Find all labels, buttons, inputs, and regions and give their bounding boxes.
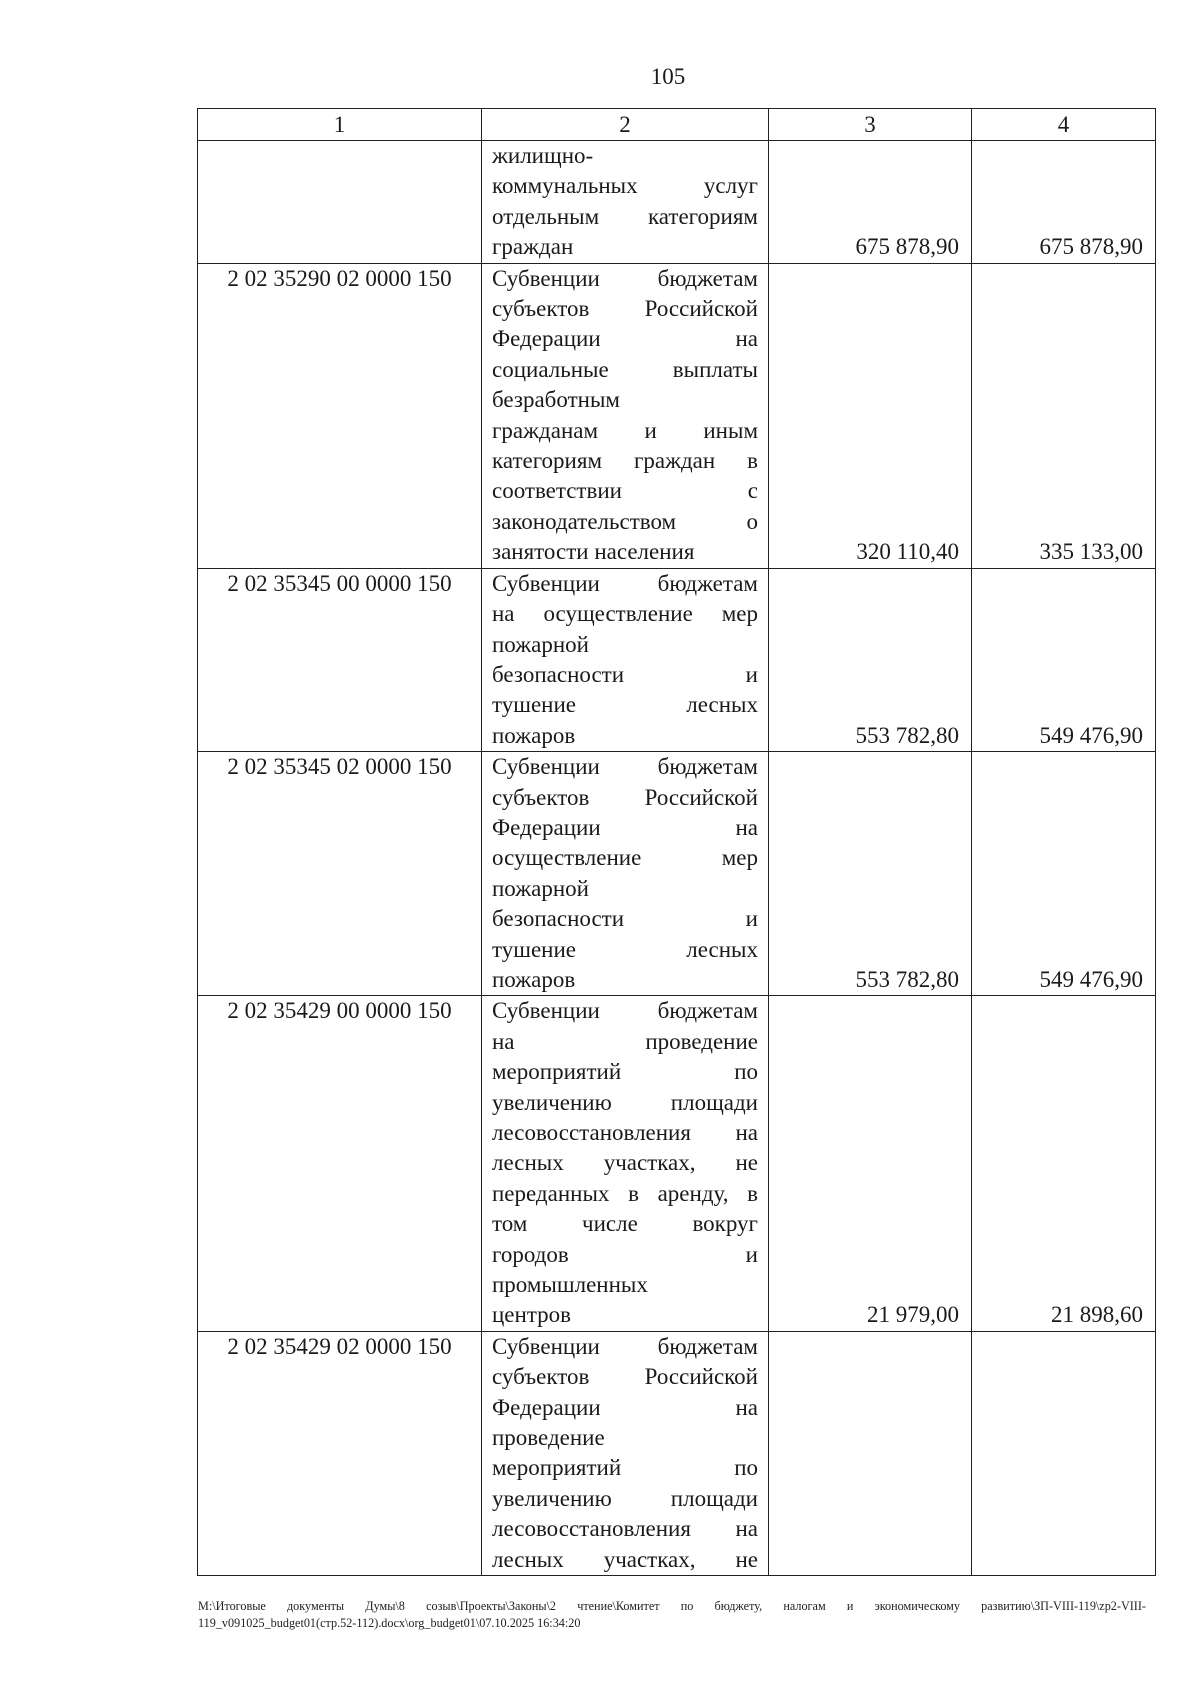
income-name-cell bbox=[482, 1331, 769, 1575]
amount-col-4-cell: 21 898,60 bbox=[972, 996, 1156, 1331]
income-name-cell bbox=[482, 141, 769, 264]
income-name-line: пожаров bbox=[492, 966, 576, 992]
amount-col-4-cell: 549 476,90 bbox=[972, 752, 1156, 996]
income-name-line: граждан bbox=[492, 234, 574, 260]
income-name-line: проведение bbox=[492, 1425, 605, 1451]
amount-col-3-cell: 675 878,90 bbox=[769, 141, 972, 264]
income-name-line: осуществление мер bbox=[492, 845, 758, 871]
income-name-line: промышленных bbox=[492, 1272, 648, 1298]
table-row bbox=[198, 568, 1156, 751]
income-name-line: городов и bbox=[492, 1241, 758, 1267]
table-row bbox=[198, 1331, 1156, 1575]
income-name-line: лесных участках, не bbox=[492, 1150, 758, 1176]
amount-col-3-cell: 553 782,80 bbox=[769, 568, 972, 751]
header-col-4: 4 bbox=[972, 109, 1156, 141]
amount-col-3-cell: 320 110,40 bbox=[769, 263, 972, 568]
income-name-line: занятости населения bbox=[492, 539, 695, 565]
amount-col-4-cell: 675 878,90 bbox=[972, 141, 1156, 264]
budget-code-cell: 2 02 35345 02 0000 150 bbox=[198, 752, 482, 996]
income-name-line: отдельным категориям bbox=[492, 203, 758, 229]
budget-code-cell: 2 02 35429 02 0000 150 bbox=[198, 1331, 482, 1575]
income-name-line: тушение лесных bbox=[492, 936, 758, 962]
income-name-line: пожаров bbox=[492, 722, 576, 748]
income-name-line: увеличению площади bbox=[492, 1485, 758, 1511]
amount-col-4-cell: 335 133,00 bbox=[972, 263, 1156, 568]
table-row bbox=[198, 752, 1156, 996]
income-name-cell bbox=[482, 996, 769, 1331]
income-name-line: субъектов Российской bbox=[492, 784, 758, 810]
page-number: 105 bbox=[650, 64, 686, 89]
income-name-line: соответствии с bbox=[492, 478, 758, 504]
income-name-line: Федерации на bbox=[492, 1394, 758, 1420]
income-name-line: жилищно- bbox=[492, 143, 594, 168]
income-name-line: Субвенции бюджетам bbox=[492, 265, 758, 291]
income-name-line: Субвенции бюджетам bbox=[492, 570, 758, 596]
income-name-line: коммунальных услуг bbox=[492, 173, 758, 199]
budget-code-cell: 2 02 35429 00 0000 150 bbox=[198, 996, 482, 1331]
income-name-line: тушение лесных bbox=[492, 692, 758, 718]
budget-code-cell: 2 02 35345 00 0000 150 bbox=[198, 568, 482, 751]
table-row bbox=[198, 996, 1156, 1331]
income-name-cell bbox=[482, 263, 769, 568]
income-name-line: Субвенции бюджетам bbox=[492, 998, 758, 1024]
table-body bbox=[198, 141, 1156, 1576]
income-name-line: на осуществление мер bbox=[492, 601, 758, 627]
income-name-line: социальные выплаты bbox=[492, 356, 758, 382]
header-row bbox=[198, 109, 1156, 141]
income-name-line: безопасности и bbox=[492, 661, 758, 687]
income-name-cell bbox=[482, 568, 769, 751]
amount-col-3-cell: 553 782,80 bbox=[769, 752, 972, 996]
amount-col-3-cell: 21 979,00 bbox=[769, 996, 972, 1331]
income-name-line: Субвенции бюджетам bbox=[492, 1333, 758, 1359]
income-name-line: безопасности и bbox=[492, 906, 758, 932]
income-name-line: переданных в аренду, в bbox=[492, 1180, 758, 1206]
amount-col-3-cell bbox=[769, 1331, 972, 1575]
income-name-line: безработным bbox=[492, 387, 620, 413]
header-col-1: 1 bbox=[198, 109, 482, 141]
income-name-cell bbox=[482, 752, 769, 996]
table-row bbox=[198, 263, 1156, 568]
income-name-line: гражданам и иным bbox=[492, 417, 758, 443]
income-name-line: Федерации на bbox=[492, 814, 758, 840]
income-name-line: на проведение bbox=[492, 1028, 758, 1054]
header-col-2: 2 bbox=[482, 109, 769, 141]
income-name-line: пожарной bbox=[492, 875, 589, 901]
budget-table bbox=[197, 108, 1156, 1576]
income-name-line: пожарной bbox=[492, 631, 589, 657]
budget-code-cell: 2 02 35290 02 0000 150 bbox=[198, 263, 482, 568]
income-name-line: Федерации на bbox=[492, 326, 758, 352]
income-name-line: мероприятий по bbox=[492, 1059, 758, 1085]
income-name-line: Субвенции бюджетам bbox=[492, 754, 758, 780]
income-name-line: лесовосстановления на bbox=[492, 1120, 758, 1145]
income-name-line: лесовосстановления на bbox=[492, 1516, 758, 1542]
income-name-line: законодательством о bbox=[492, 508, 758, 534]
budget-code-cell bbox=[198, 141, 482, 264]
income-name-line: том числе вокруг bbox=[492, 1211, 758, 1237]
document-path-footer bbox=[198, 1598, 1146, 1632]
header-col-3: 3 bbox=[769, 109, 972, 141]
amount-col-4-cell bbox=[972, 1331, 1156, 1575]
table-row bbox=[198, 141, 1156, 264]
income-name-line: лесных участках, не bbox=[492, 1546, 758, 1572]
income-name-line: мероприятий по bbox=[492, 1455, 758, 1481]
income-name-line: категориям граждан в bbox=[492, 448, 758, 474]
footer-line: 119_v091025_budget01(стр.52-112).docx\org_budget01\07.10.2025 16:34:20 bbox=[198, 1616, 581, 1630]
income-name-line: субъектов Российской bbox=[492, 1364, 758, 1390]
income-name-line: субъектов Российской bbox=[492, 296, 758, 322]
amount-col-4-cell: 549 476,90 bbox=[972, 568, 1156, 751]
income-name-line: увеличению площади bbox=[492, 1089, 758, 1115]
footer-line: М:\Итоговые документы Думы\8 созыв\Проекты\Законы\2 чтение\Комитет по бюджету, налогам и экономическому развитию\ЗП-VIII-119\zp2-VIII- bbox=[198, 1599, 1146, 1613]
income-name-line: центров bbox=[492, 1302, 572, 1328]
